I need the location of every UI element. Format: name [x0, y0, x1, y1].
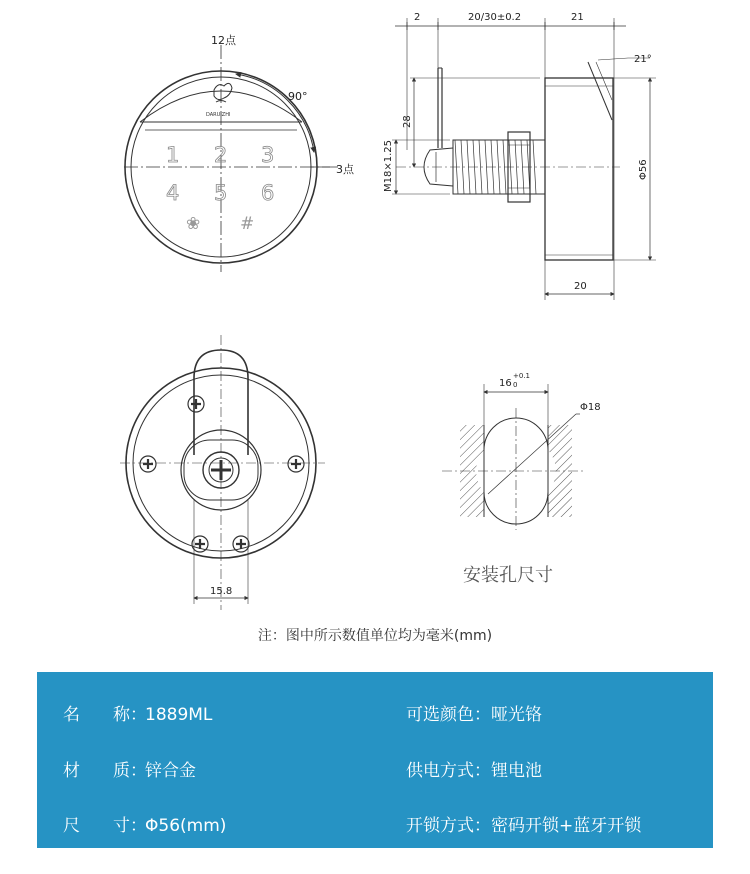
brand-text: DARUIZHI	[206, 112, 231, 118]
mounting-hole-view	[442, 384, 585, 530]
dim-16: 16	[499, 378, 512, 389]
tolerance-plus: +0.1	[513, 372, 530, 380]
key-2: 2	[214, 143, 228, 167]
dim-21-degree: 21°	[634, 54, 652, 65]
dim-phi56: Φ56	[638, 159, 649, 180]
hole-caption: 安装孔尺寸	[463, 565, 553, 586]
key-3: 3	[261, 143, 275, 167]
spec-color-value: 哑光铬	[491, 705, 542, 725]
dim-phi18: Φ18	[580, 402, 601, 413]
front-view	[124, 45, 338, 272]
dim-28: 28	[402, 115, 413, 128]
spec-unlock-label: 开锁方式：	[406, 816, 491, 836]
spec-size-value: Φ56(mm)	[145, 816, 227, 836]
back-view	[120, 335, 325, 610]
dim-20-bottom: 20	[574, 281, 587, 292]
spec-name-value: 1889ML	[145, 705, 213, 725]
key-hash: #	[240, 214, 255, 234]
brand-logo-icon	[214, 83, 232, 102]
side-view	[392, 18, 656, 300]
clock-12-label: 12点	[211, 34, 236, 47]
clock-3-label: 3点	[336, 163, 354, 176]
spec-unlock-value: 密码开锁+蓝牙开锁	[491, 816, 642, 836]
spec-color-label: 可选颜色：	[406, 705, 491, 725]
spec-unlock	[406, 811, 641, 836]
tolerance-zero: 0	[513, 381, 518, 389]
spec-power-value: 锂电池	[491, 761, 542, 781]
spec-power	[406, 756, 542, 781]
dim-21: 21	[571, 12, 584, 23]
dim-2: 2	[414, 12, 421, 23]
key-5: 5	[214, 181, 228, 205]
unit-note: 注：图中所示数值单位均为毫米(mm)	[257, 628, 493, 644]
dim-thread: M18×1.25	[383, 140, 394, 192]
key-1: 1	[166, 143, 180, 167]
spec-size: 尺 寸：Φ56(mm)	[63, 816, 227, 836]
angle-90-label: 90°	[288, 90, 308, 103]
spec-material: 材 质：锌合金	[63, 761, 196, 781]
spec-color	[406, 700, 542, 725]
spec-panel	[37, 672, 713, 848]
spec-name: 名 称：1889ML	[63, 705, 213, 725]
spec-power-label: 供电方式：	[406, 761, 491, 781]
dim-15-8: 15.8	[210, 586, 233, 597]
key-star: ❀	[186, 214, 201, 234]
key-4: 4	[166, 181, 180, 205]
dim-20-30: 20/30±0.2	[468, 12, 522, 23]
spec-material-value: 锌合金	[145, 761, 196, 781]
key-6: 6	[261, 181, 275, 205]
